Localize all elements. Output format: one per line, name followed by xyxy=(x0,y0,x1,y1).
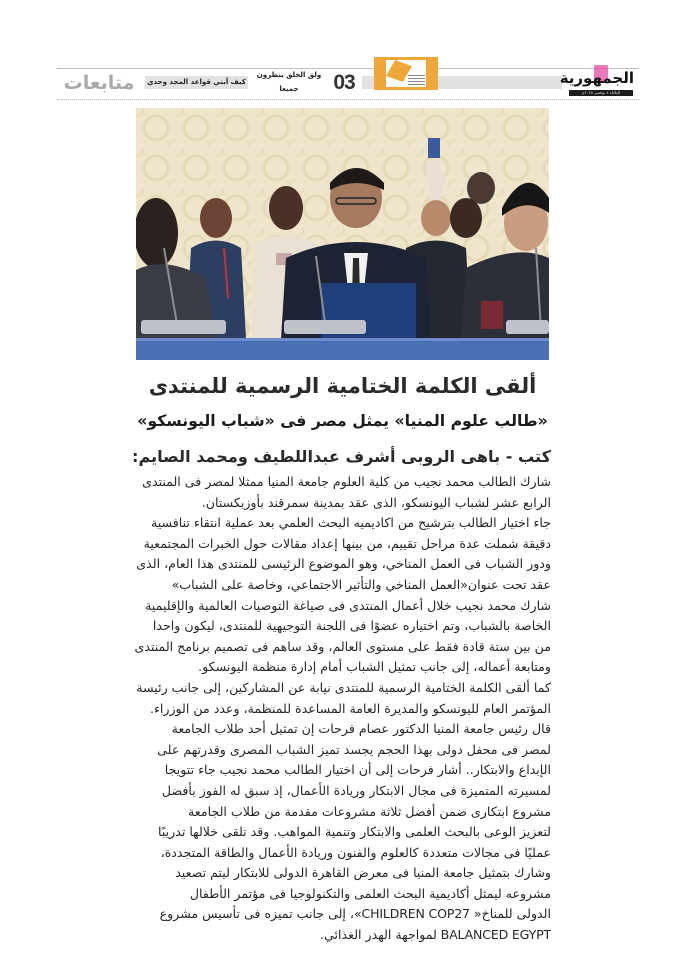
photo-illustration xyxy=(136,108,549,360)
headline-main: «طالب علوم المنيا» يمثل مصر فى «شباب اليونسكو» xyxy=(137,411,548,430)
body-line: الخاصة بالشباب، وتم اختياره عضوًا فى اللجنة التوجيهية للمنتدى، ليكون واحدا xyxy=(152,618,551,634)
section-title: متابعات xyxy=(63,72,135,94)
header-gray-bar-right xyxy=(438,76,562,89)
masthead-date: الثلاثاء ٤ نوفمبر ٢٠٢٥م xyxy=(569,90,633,96)
header-tagline-2: كيف أبني قواعد المجد وحدي xyxy=(147,78,246,86)
body-line: الدولى للمناخ« CHILDREN COP27»، إلى جانب تميزه فى تأسيس مشروع xyxy=(159,906,551,922)
body-line: جاء اختيار الطالب بترشيح من اكاديميه البحث العلمي بعد عملية انتقاء تنافسية xyxy=(150,515,551,531)
body-line: لمسيرته المتميزة فى مجال الابتكار وريادة الأعمال، إذ سبق له الفوز بأفضل xyxy=(161,782,551,798)
body-line: الإبداع والابتكار.. أشار فرحات إلى أن اختيار الطالب محمد نجيب جاء تتويجا xyxy=(164,762,551,778)
body-line: لتعزيز الوعى بالبحث العلمى والابتكار وتنمية المواهب. وقد تلقى خلالها تدريبًا xyxy=(157,824,551,840)
body-line: لمصر فى محفل دولى بهذا الحجم يجسد تميز الشباب المصرى وقدرتهم على xyxy=(157,741,551,757)
body-line: ودور الشباب فى العمل المناخي، وهو الموضوع الرئيسى للمنتدى هذا العام، الذى xyxy=(136,556,551,572)
body-line: كما ألقى الكلمة الختامية الرسمية للمنتدى نيابة عن المشاركين، إلى جانب رئيسة xyxy=(136,679,551,695)
book-emblem-icon xyxy=(374,57,438,90)
emblem-inner-panel xyxy=(386,60,426,87)
headline-kicker: ألقى الكلمة الختامية الرسمية للمنتدى xyxy=(148,374,537,398)
conference-table xyxy=(136,338,549,360)
body-line: المؤتمر العام لليونسكو والمديرة العامة المساعدة للمنظمة، وعدد من الوزراء. xyxy=(149,700,551,716)
article-body xyxy=(133,472,551,943)
header-tagline-1: ولق الخلق ينظرون جميعا xyxy=(256,71,322,93)
body-line: BALANCED EGYPT لمواجهة الهدر الغذائي. xyxy=(320,927,551,943)
body-line: قال رئيس جامعة المنيا الدكتور عصام فرحات إن تمثيل أحد طلاب الجامعة xyxy=(171,721,551,737)
emblem-caption-lines xyxy=(408,75,425,85)
coffee-cup xyxy=(481,301,503,329)
body-line: عقد تحت عنوان«العمل المناخي والتأثير الاجتماعي، وخاصة على الشباب» xyxy=(171,576,551,592)
page-number: 03 xyxy=(333,71,355,94)
header-gray-bar-mid xyxy=(362,76,374,89)
body-line: مشروع ابتكارى ضمن أفضل ثلاثة مشروعات مقدمة من طلاب الجامعة xyxy=(188,803,551,819)
body-line: شارك محمد نجيب خلال أعمال المنتدى فى صياغة التوصيات العالمية والإقليمية xyxy=(145,597,551,613)
body-line: من بين ستة قادة فقط على مستوى العالم، وقد ساهم فى تصميم برنامج المنتدى xyxy=(134,638,551,654)
body-line: وشارك بتمثيل جامعة المنيا فى معرض القاهرة الدولى للابتكار ليتم تصعيد xyxy=(175,865,551,881)
byline: كتب - باهى الروبى أشرف عبداللطيف ومحمد الصايم: xyxy=(132,447,551,466)
masthead-logo: الجمهورية xyxy=(559,69,634,87)
body-line: عمليًا فى مجالات متعددة كالعلوم والفنون وريادة الأعمال والطاقة المتجددة، xyxy=(160,844,551,860)
header-divider xyxy=(57,99,639,100)
article-photo xyxy=(136,108,549,360)
body-line: شارك الطالب محمد نجيب من كلية العلوم جامعة المنيا ممثلا لمصر فى المنتدى xyxy=(142,474,551,489)
body-line: الرابع عشر لشباب اليونسكو، الذى عقد بمدينة سمرقند بأوزبكستان. xyxy=(201,494,551,510)
body-line: دقيقة شملت عدة مراحل تقييم، من بينها إعداد مقالات حول الخبرات المجتمعية xyxy=(143,535,551,551)
body-line: مشروعه ليمثل أكاديمية البحث العلمى والتكنولوجيا فى مؤتمر الأطفال xyxy=(189,885,551,901)
body-line: ومتابعة أعماله، إلى جانب تمثيل الشباب أمام إدارة منظمة اليونسكو. xyxy=(198,659,551,675)
